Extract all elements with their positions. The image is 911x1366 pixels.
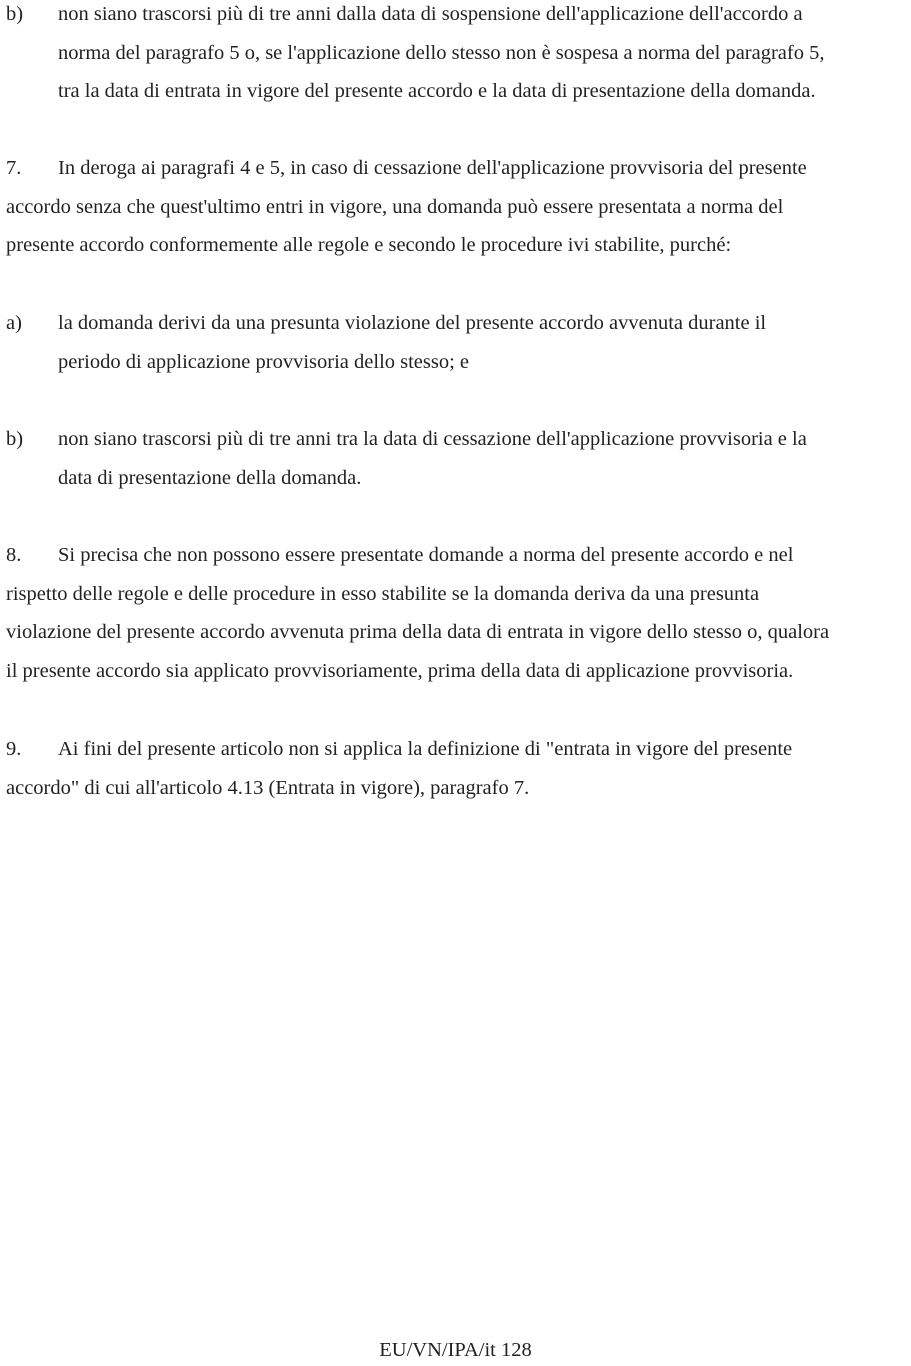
paragraph-number: 8. bbox=[6, 544, 22, 566]
paragraph-line: presente accordo conformemente alle regole e secondo le procedure ivi stabilite, purché: bbox=[6, 234, 732, 257]
list-item bbox=[6, 304, 909, 381]
item-line: non siano trascorsi più di tre anni dalla data di sospensione dell'applicazione dell'accordo a bbox=[58, 3, 803, 25]
item-a bbox=[6, 304, 909, 381]
paragraph-line: accordo" di cui all'articolo 4.13 (Entrata in vigore), paragrafo 7. bbox=[6, 776, 530, 799]
list-item bbox=[6, 420, 909, 497]
item-label: b) bbox=[6, 3, 24, 25]
item-line: non siano trascorsi più di tre anni tra la data di cessazione dell'applicazione provvisoria e la bbox=[58, 428, 807, 450]
paragraph-line: Ai fini del presente articolo non si applica la definizione di "entrata in vigore del presente bbox=[58, 738, 793, 760]
paragraph-line: Si precisa che non possono essere presentate domande a norma del presente accordo e nel bbox=[58, 544, 794, 566]
item-b-first bbox=[6, 0, 909, 111]
paragraph-line: rispetto delle regole e delle procedure in esso stabilite se la domanda deriva da una presunta bbox=[6, 582, 760, 605]
item-line: la domanda derivi da una presunta violazione del presente accordo avvenuta durante il bbox=[58, 312, 767, 334]
paragraph-number: 7. bbox=[6, 157, 22, 179]
item-label: a) bbox=[6, 312, 22, 334]
paragraph-9 bbox=[6, 730, 909, 807]
item-b-second bbox=[6, 420, 909, 497]
list-item bbox=[6, 0, 909, 111]
paragraph-7 bbox=[6, 149, 909, 265]
item-line: norma del paragrafo 5 o, se l'applicazione dello stesso non è sospesa a norma del paragrafo 5, bbox=[58, 41, 825, 64]
item-label: b) bbox=[6, 428, 24, 450]
paragraph-line: accordo senza che quest'ultimo entri in vigore, una domanda può essere presentata a norma del bbox=[6, 195, 784, 218]
paragraph-line: violazione del presente accordo avvenuta prima della data di entrata in vigore dello stesso o, qualora bbox=[6, 621, 830, 644]
paragraph-8 bbox=[6, 536, 909, 691]
paragraph-line: il presente accordo sia applicato provvisoriamente, prima della data di applicazione provvisoria. bbox=[6, 660, 794, 683]
paragraph-number: 9. bbox=[6, 738, 22, 760]
paragraph-line: In deroga ai paragrafi 4 e 5, in caso di cessazione dell'applicazione provvisoria del presente bbox=[58, 157, 807, 179]
item-line: tra la data di entrata in vigore del presente accordo e la data di presentazione della domanda. bbox=[58, 80, 816, 103]
page-footer: EU/VN/IPA/it 128 bbox=[379, 1339, 532, 1361]
item-line: periodo di applicazione provvisoria dello stesso; e bbox=[58, 350, 470, 373]
item-line: data di presentazione della domanda. bbox=[58, 466, 362, 489]
